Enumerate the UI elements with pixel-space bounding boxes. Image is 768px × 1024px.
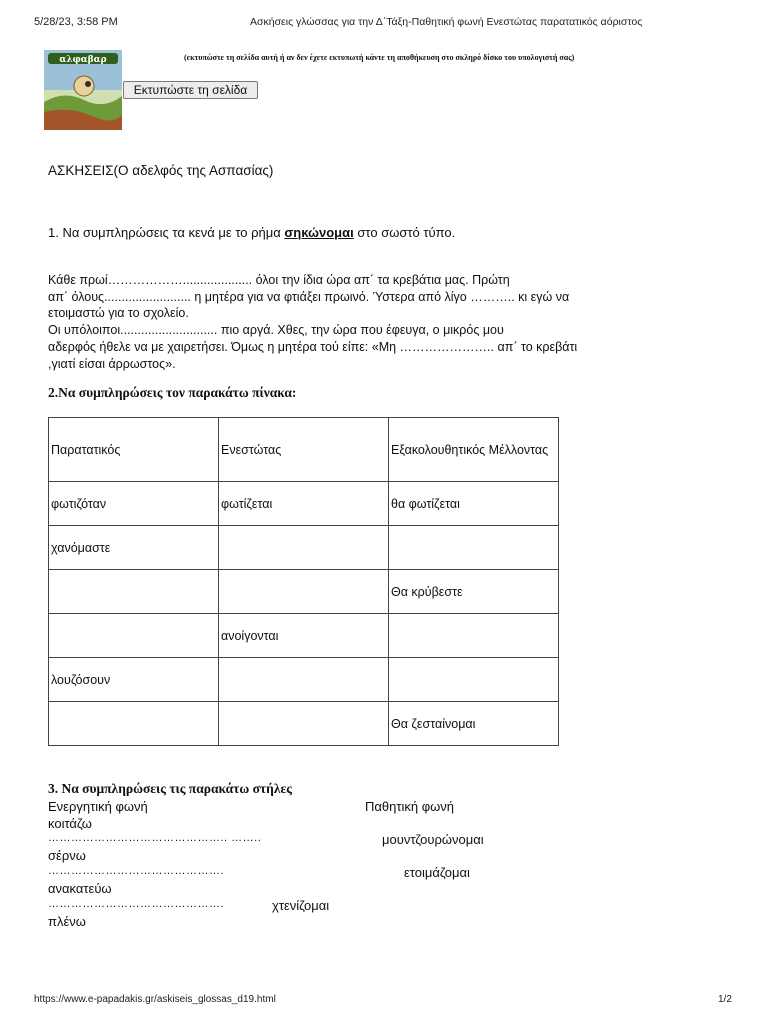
table-cell: φωτιζόταν bbox=[49, 482, 219, 526]
table-cell bbox=[219, 658, 389, 702]
table-cell bbox=[49, 570, 219, 614]
paragraph-line: αδερφός ήθελε να με χαιρετήσει. Όμως η μητέρα τού είπε: «Μη ………………….. απ΄ το κρεβάτι bbox=[48, 339, 578, 354]
passive-verb: χτενίζομαι bbox=[272, 898, 330, 913]
table-cell bbox=[49, 614, 219, 658]
paragraph-line: απ΄ όλους......................... η μητέρα για να φτιάξει πρωινό. Ύστερα από λίγο ……….. κι εγώ να bbox=[48, 289, 570, 304]
paragraph-line: Οι υπόλοιποι............................ πιο αργά. Χθες, την ώρα που έφευγα, ο μικρός μου bbox=[48, 323, 504, 338]
print-url: https://www.e-papadakis.gr/askiseis_glossas_d19.html bbox=[34, 994, 276, 1005]
print-page-number: 1/2 bbox=[718, 994, 732, 1005]
exercise-1-paragraph bbox=[48, 272, 688, 372]
column-active-voice: Ενεργητική φωνή bbox=[48, 799, 148, 814]
table-row bbox=[49, 482, 559, 526]
print-note: (εκτυπώστε τη σελίδα αυτή ή αν δεν έχετε εκτυπωτή κάντε τη αποθήκευση στο σκληρό δίσκο του υπολογιστή σας) bbox=[184, 53, 575, 62]
header-present: Ενεστώτας bbox=[219, 418, 389, 482]
page-title: ΑΣΚΗΣΕΙΣ(Ο αδελφός της Ασπασίας) bbox=[48, 163, 274, 178]
exercise-3-title: 3. Να συμπληρώσεις τις παρακάτω στήλες bbox=[48, 781, 292, 796]
print-page-title: Ασκήσεις γλώσσας για την Δ΄Τάξη-Παθητική φωνή Ενεστώτας παρατατικός αόριστος bbox=[250, 16, 643, 28]
column-passive-voice: Παθητική φωνή bbox=[365, 799, 455, 814]
paragraph-line: ,γιατί είσαι άρρωστος». bbox=[48, 356, 176, 371]
table-cell bbox=[219, 570, 389, 614]
table-cell: ανοίγονται bbox=[219, 614, 389, 658]
table-header-row bbox=[49, 418, 559, 482]
exercise-1-suffix: στο σωστό τύπο. bbox=[357, 225, 456, 240]
passive-verb: μουντζουρώνομαι bbox=[382, 832, 484, 847]
site-logo[interactable] bbox=[44, 50, 122, 130]
paragraph-line: ετοιμαστώ για το σχολείο. bbox=[48, 306, 189, 321]
tense-table bbox=[48, 417, 559, 746]
table-row bbox=[49, 570, 559, 614]
table-row bbox=[49, 658, 559, 702]
active-verb: πλένω bbox=[48, 914, 86, 929]
table-cell: λουζόσουν bbox=[49, 658, 219, 702]
table-row bbox=[49, 526, 559, 570]
header-continuous-future: Εξακολουθητικός Μέλλοντας bbox=[389, 418, 559, 482]
print-page-button[interactable]: Εκτυπώστε τη σελίδα bbox=[123, 81, 258, 99]
table-cell bbox=[219, 702, 389, 746]
print-timestamp: 5/28/23, 3:58 PM bbox=[34, 16, 118, 28]
blank-dots: ………………………………………. bbox=[48, 865, 225, 877]
header-imperfect: Παρατατικός bbox=[49, 418, 219, 482]
table-cell: χανόμαστε bbox=[49, 526, 219, 570]
passive-verb: ετοιμάζομαι bbox=[404, 865, 470, 880]
exercise-1-verb: σηκώνομαι bbox=[284, 225, 354, 240]
logo-text: αλφαβαρ bbox=[59, 55, 107, 65]
table-cell bbox=[389, 614, 559, 658]
blank-dots: ……………………………………….. …….. bbox=[48, 832, 262, 844]
paragraph-line: Κάθε πρωί……………….................... όλοι την ίδια ώρα απ΄ τα κρεβάτια μας. Πρώτη bbox=[48, 273, 510, 287]
table-cell bbox=[49, 702, 219, 746]
table-cell: φωτίζεται bbox=[219, 482, 389, 526]
table-cell: Θα ζεσταίνομαι bbox=[389, 702, 559, 746]
table-cell bbox=[219, 526, 389, 570]
blank-dots: ………………………………………. bbox=[48, 898, 225, 910]
table-cell bbox=[389, 526, 559, 570]
exercise-1-instruction bbox=[48, 225, 455, 240]
table-cell bbox=[389, 658, 559, 702]
table-cell: θα φωτίζεται bbox=[389, 482, 559, 526]
table-row bbox=[49, 702, 559, 746]
active-verb: σέρνω bbox=[48, 848, 86, 863]
table-row bbox=[49, 614, 559, 658]
exercise-1-prefix: 1. Να συμπληρώσεις τα κενά με το ρήμα bbox=[48, 225, 281, 240]
active-verb: ανακατεύω bbox=[48, 881, 112, 896]
active-verb: κοιτάζω bbox=[48, 816, 92, 831]
logo-picture-icon bbox=[44, 50, 122, 130]
table-cell: Θα κρύβεστε bbox=[389, 570, 559, 614]
exercise-2-title: 2.Να συμπληρώσεις τον παρακάτω πίνακα: bbox=[48, 385, 297, 400]
